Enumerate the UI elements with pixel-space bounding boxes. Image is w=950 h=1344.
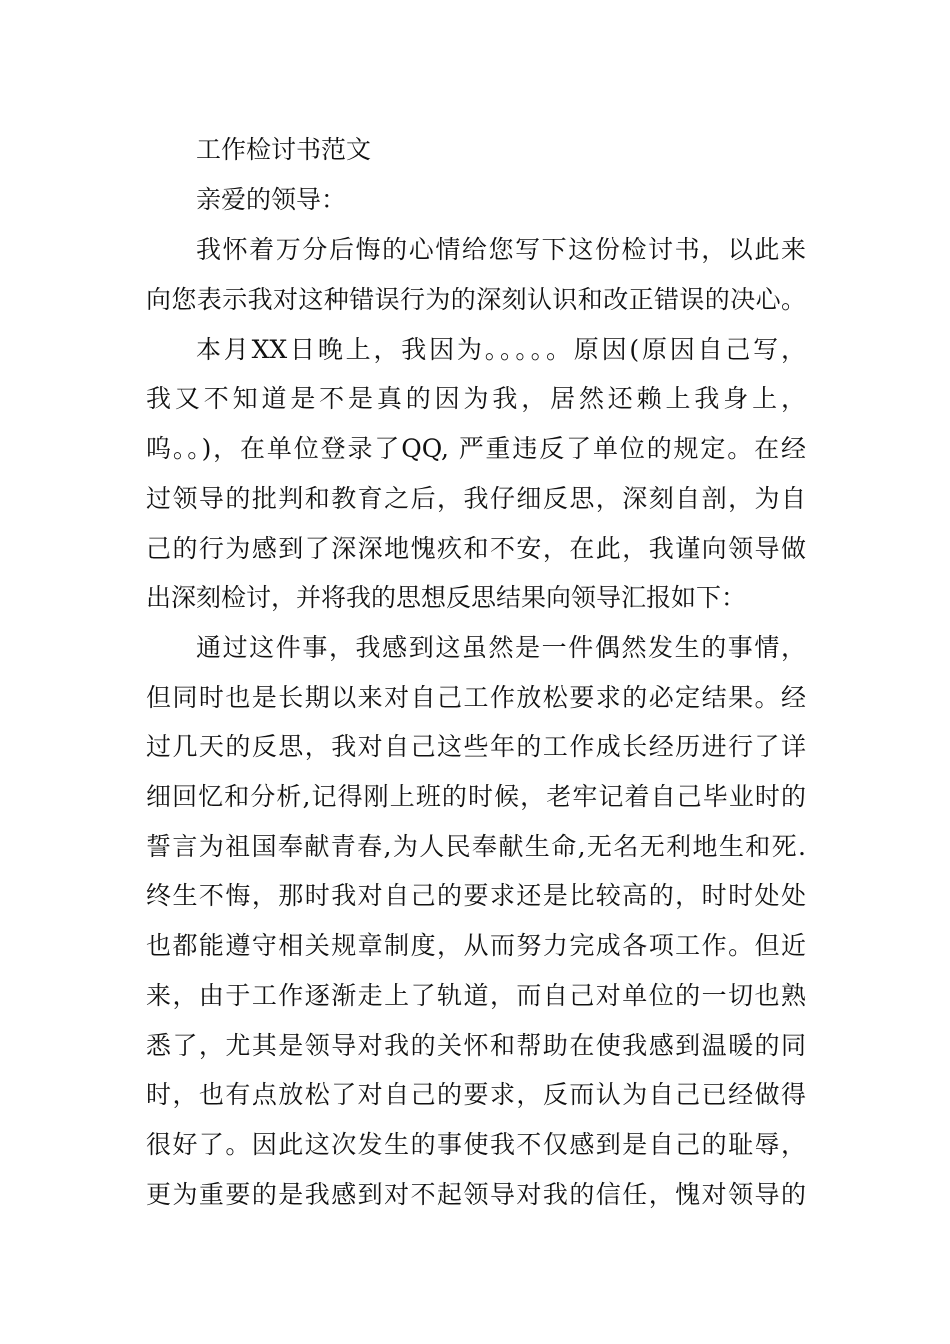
paragraph-line: 我又不知道是不是真的因为我，居然还赖上我身上， [146, 384, 806, 413]
paragraph-line: 但同时也是长期以来对自己工作放松要求的必定结果。经 [146, 683, 806, 712]
paragraph-line: 也都能遵守相关规章制度，从而努力完成各项工作。但近 [146, 931, 806, 960]
paragraph-line: 出深刻检讨，并将我的思想反思结果向领导汇报如下： [146, 583, 747, 612]
paragraph-line: 向您表示我对这种错误行为的深刻认识和改正错误的决心。 [146, 285, 806, 314]
salutation: 亲爱的领导： [196, 185, 347, 214]
paragraph-line: 悉了，尤其是领导对我的关怀和帮助在使我感到温暖的同 [146, 1031, 806, 1060]
paragraph-line: 过几天的反思，我对自己这些年的工作成长经历进行了详 [146, 732, 806, 761]
paragraph-line: 更为重要的是我感到对不起领导对我的信任，愧对领导的 [146, 1180, 806, 1209]
paragraph-line: 时，也有点放松了对自己的要求，反而认为自己已经做得 [146, 1080, 806, 1109]
paragraph-line: 呜。。)，在单位登录了QQ, 严重违反了单位的规定。在经 [146, 434, 806, 463]
paragraph-line: 本月XX日晚上，我因为。。。。。原因(原因自己写， [196, 335, 806, 364]
paragraph-line: 誓言为祖国奉献青春,为人民奉献生命,无名无利地生和死. [146, 832, 806, 861]
paragraph-line: 过领导的批判和教育之后，我仔细反思，深刻自剖，为自 [146, 484, 806, 513]
paragraph-line: 己的行为感到了深深地愧疚和不安，在此，我谨向领导做 [146, 534, 806, 563]
paragraph-line: 很好了。因此这次发生的事使我不仅感到是自己的耻辱， [146, 1130, 806, 1159]
paragraph-line: 来，由于工作逐渐走上了轨道，而自己对单位的一切也熟 [146, 981, 806, 1010]
paragraph-line: 我怀着万分后悔的心情给您写下这份检讨书，以此来 [196, 235, 806, 264]
paragraph-line: 通过这件事，我感到这虽然是一件偶然发生的事情， [196, 633, 806, 662]
paragraph-line: 细回忆和分析,记得刚上班的时候，老牢记着自己毕业时的 [146, 782, 806, 811]
paragraph-line: 终生不悔，那时我对自己的要求还是比较高的，时时处处 [146, 881, 806, 910]
document-title: 工作检讨书范文 [196, 135, 372, 164]
